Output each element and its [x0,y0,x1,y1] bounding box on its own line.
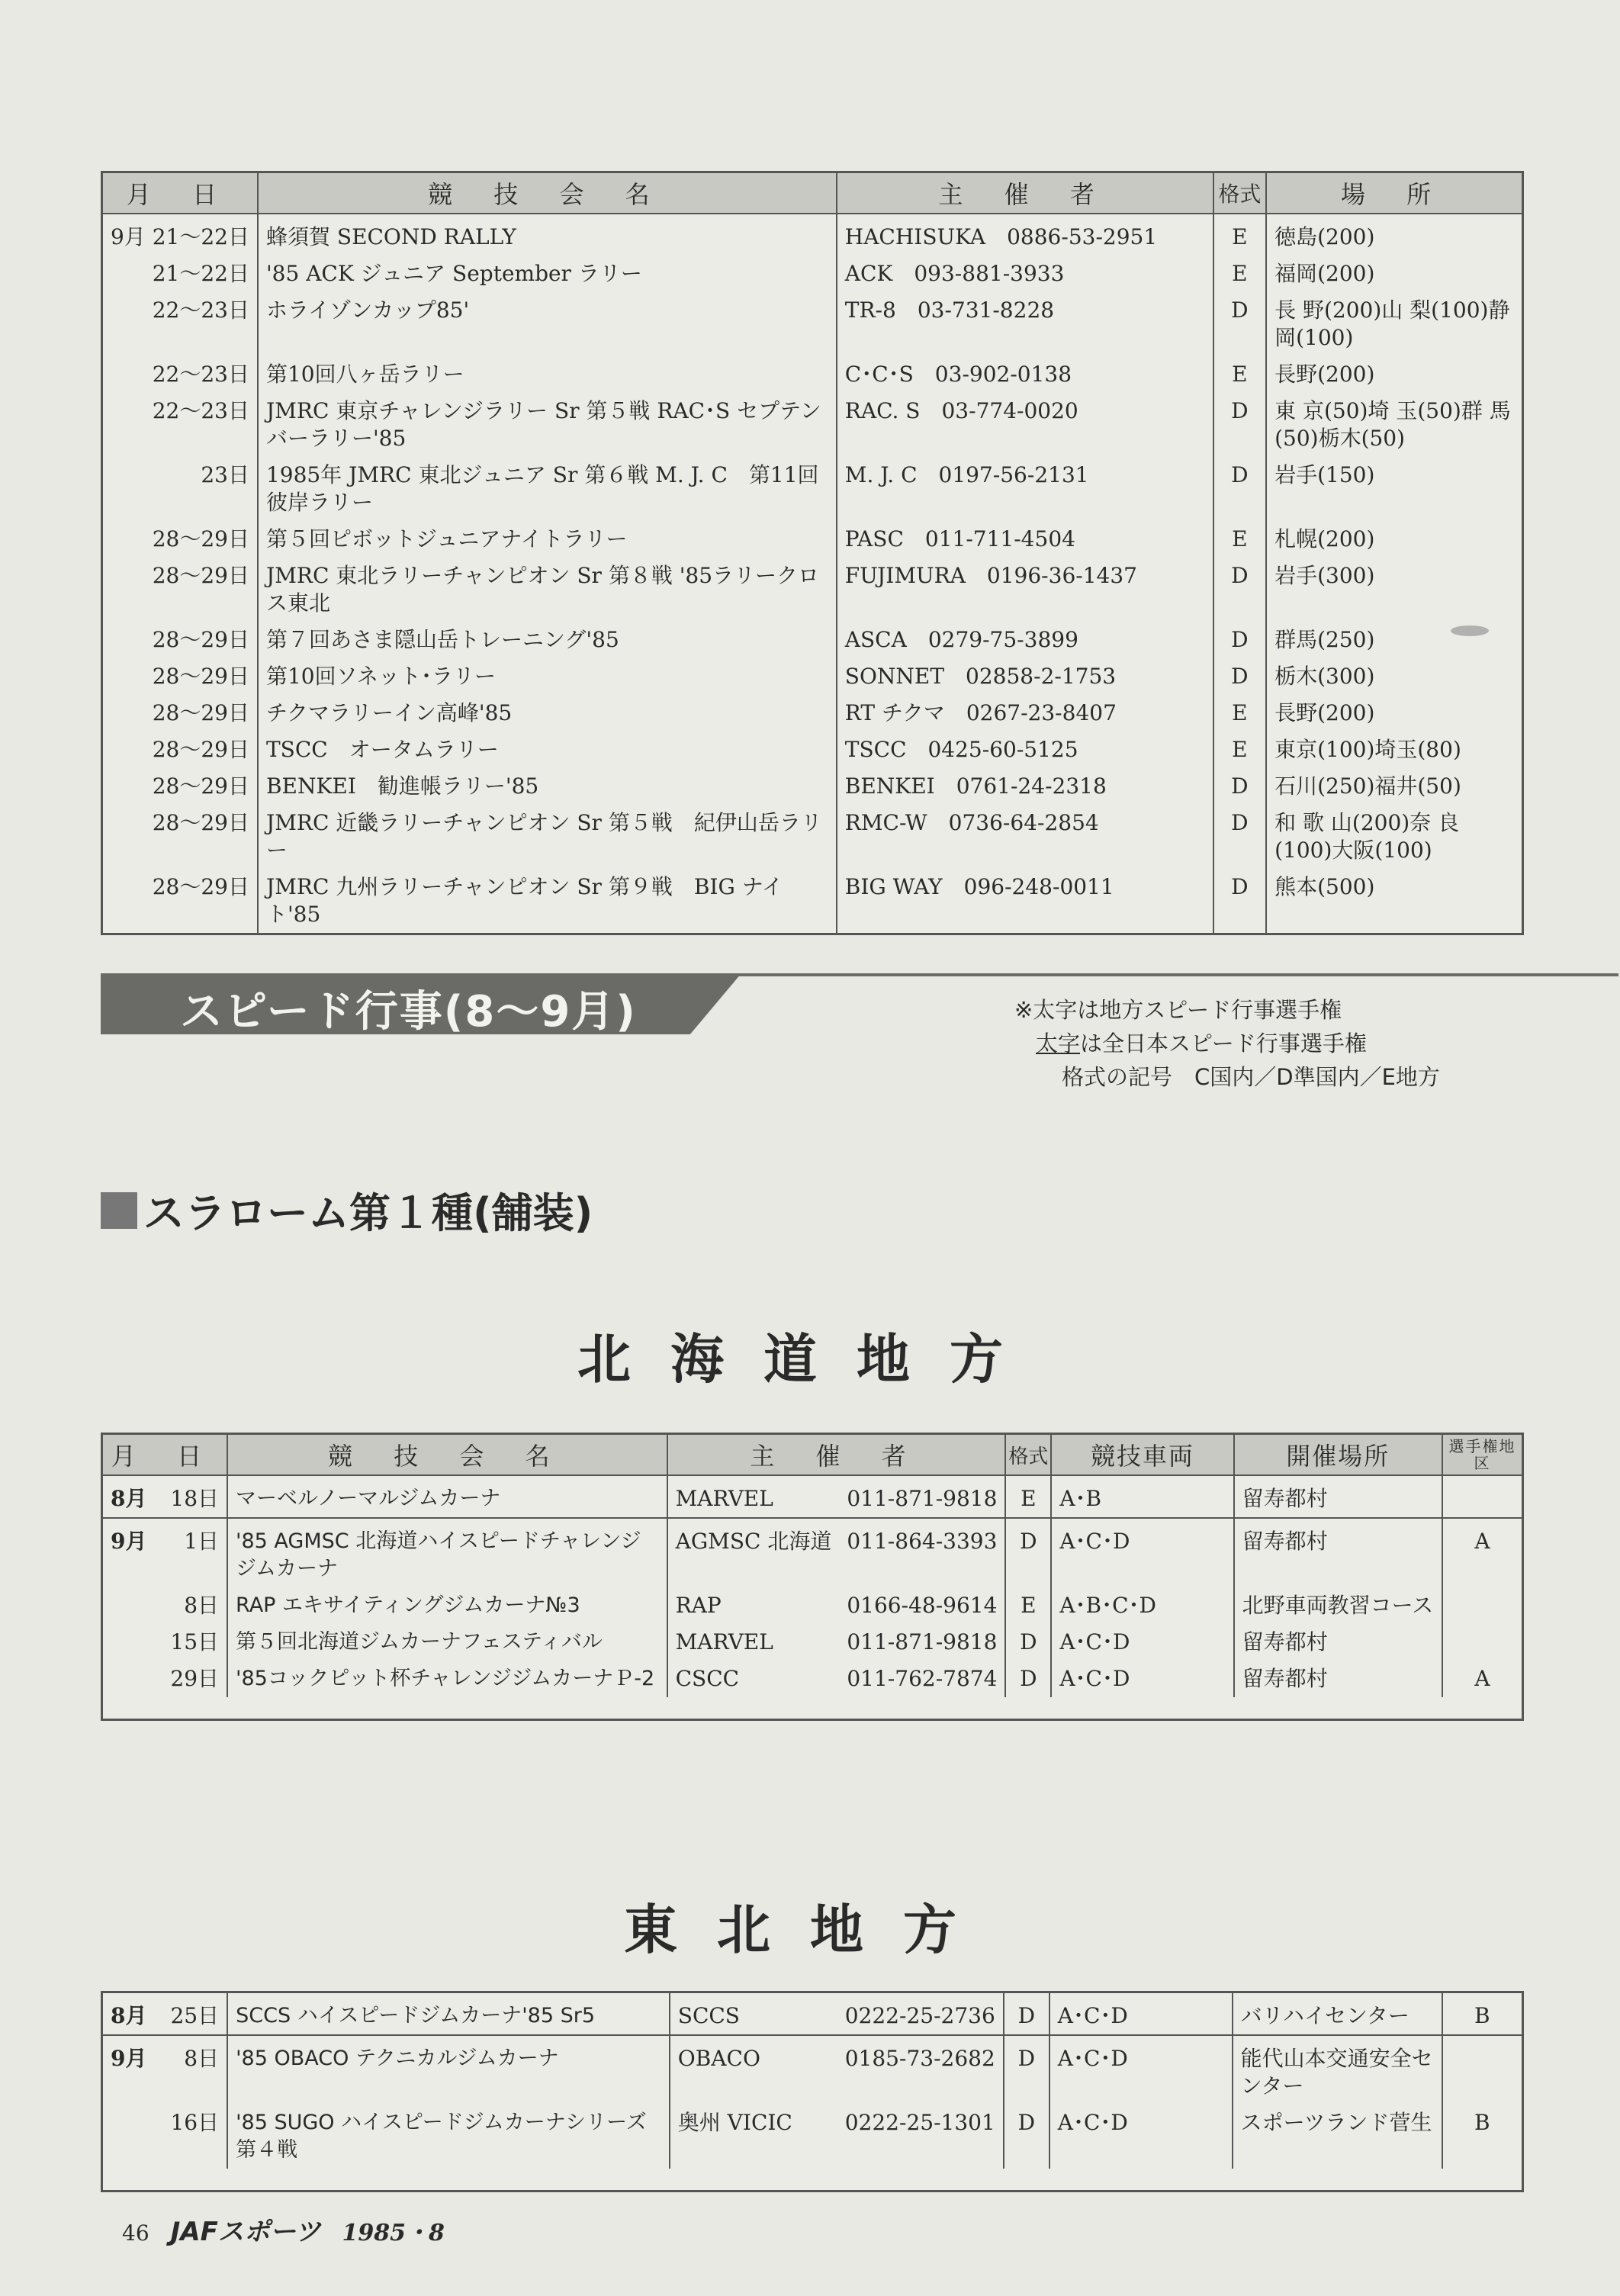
row-vehicles: A･C･D [1049,1992,1233,2036]
row-date: 22～23日 [102,393,258,457]
row-venue: 留寿都村 [1234,1624,1442,1661]
row-date: 28～29日 [102,768,258,805]
row-day: 25日 [162,1992,227,2036]
table-row [102,292,1523,356]
table-row [102,558,1523,622]
row-venue: 留寿都村 [1234,1518,1442,1587]
row-venue: 能代山本交通安全センター [1233,2035,1442,2105]
table-row [102,2105,1523,2169]
row-vehicles: A･B･C･D [1051,1587,1233,1624]
table-row [102,1661,1523,1697]
header-event-name: 競 技 会 名 [227,1434,667,1476]
row-venue: バリハイセンター [1233,1992,1442,2036]
issue-date: 1985・8 [342,2220,445,2246]
row-championship-region [1442,2035,1523,2105]
row-event-name: ホライゾンカップ85' [258,292,837,356]
row-event-name: 第10回ソネット･ラリー [258,658,837,695]
row-day: 16日 [162,2105,227,2169]
row-event-name: SCCS ハイスピードジムカーナ'85 Sr5 [227,1992,670,2036]
row-month [102,2105,163,2169]
row-format: D [1004,2035,1049,2105]
row-event-name: 第５回北海道ジムカーナフェスティバル [227,1624,667,1661]
legend-notes [1014,993,1440,1094]
table-row [102,658,1523,695]
row-month: 9月 [102,2035,163,2105]
table-row [102,1624,1523,1661]
row-format: E [1213,256,1267,292]
row-day: 8日 [162,1587,227,1624]
note-national-championship [1014,1027,1440,1060]
section-title: スラローム第１種(舗装) [143,1189,593,1237]
row-format: D [1005,1624,1051,1661]
row-organizer: BIG WAY 096-248-0011 [837,869,1213,934]
row-date: 21～22日 [102,256,258,292]
row-vehicles: A･C･D [1051,1518,1233,1587]
region-title-hokkaido: 北海道地方 [577,1328,1043,1391]
row-month [102,1624,163,1661]
banner-title: スピード行事(8～9月) [180,987,637,1037]
section-square-icon [101,1192,137,1229]
row-place: 徳島(200) [1274,224,1375,249]
row-month: 8月 [111,1486,147,1511]
row-event-name: '85 OBACO テクニカルジムカーナ [227,2035,670,2105]
row-format: E [1213,521,1267,558]
row-event-name: BENKEI 勧進帳ラリー'85 [258,768,837,805]
row-format: E [1213,732,1267,768]
row-event-name: '85コックピット杯チャレンジジムカーナＰ-2 [227,1661,667,1697]
row-championship-region [1442,1475,1523,1518]
row-vehicles: A･C･D [1051,1661,1233,1697]
row-event-name: 1985年 JMRC 東北ジュニア Sr 第６戦 M. J. C 第11回彼岸ラリー [258,457,837,521]
row-organizer: MARVEL [675,1486,773,1511]
row-format: D [1213,393,1267,457]
row-event-name: JMRC 近畿ラリーチャンピオン Sr 第５戦 紀伊山岳ラリー [258,805,837,869]
header-championship-region: 選手権地 区 [1442,1434,1523,1476]
row-date: 9月 21～22日 [102,214,258,256]
row-event-name: RAP エキサイティングジムカーナ№3 [227,1587,667,1624]
row-place: 福岡(200) [1274,261,1375,286]
row-format: D [1213,622,1267,658]
row-day: 15日 [162,1624,227,1661]
row-day: 1日 [162,1518,227,1587]
table-header-row [102,1434,1523,1476]
row-venue: 留寿都村 [1234,1661,1442,1697]
rally-schedule-table [101,171,1524,935]
row-phone: 0222-25-2736 [837,1992,1004,2036]
row-organizer: RMC-W 0736-64-2854 [837,805,1213,869]
header-date: 月 日 [102,172,258,214]
row-vehicles: A･C･D [1051,1624,1233,1661]
row-place: 岩手(300) [1274,563,1375,588]
row-organizer: M. J. C 0197-56-2131 [837,457,1213,521]
row-organizer: MARVEL [675,1629,773,1654]
row-organizer: BENKEI 0761-24-2318 [837,768,1213,805]
row-date: 28～29日 [102,622,258,658]
row-phone: 011-871-9818 [839,1624,1005,1661]
note-underline-word: 太字 [1036,1031,1081,1056]
row-phone: 011-762-7874 [839,1661,1005,1697]
row-phone: 011-871-9818 [839,1475,1005,1518]
row-place: 栃木(300) [1274,664,1375,689]
table-row [102,805,1523,869]
row-date: 22～23日 [102,356,258,393]
row-event-name: '85 ACK ジュニア September ラリー [258,256,837,292]
table-row [102,1518,1523,1587]
row-organizer: ACK 093-881-3933 [837,256,1213,292]
row-format: E [1213,214,1267,256]
table-row [102,356,1523,393]
row-event-name: '85 SUGO ハイスピードジムカーナシリーズ第４戦 [227,2105,670,2169]
header-venue: 開催場所 [1234,1434,1442,1476]
row-championship-region: B [1474,2110,1490,2135]
row-championship-region: B [1442,1992,1523,2036]
row-organizer: CSCC [675,1666,740,1691]
row-event-name: JMRC 東京チャレンジラリー Sr 第５戦 RAC･S セプテンバーラリー'85 [258,393,837,457]
row-place: 和 歌 山(200)奈 良(100)大阪(100) [1274,810,1460,863]
table-row [102,732,1523,768]
row-venue: 留寿都村 [1234,1475,1442,1518]
header-organizer: 主 催 者 [667,1434,1006,1476]
row-organizer: AGMSC 北海道 [667,1518,840,1587]
row-place: 群馬(250) [1274,627,1375,652]
hokkaido-slalom-table [101,1433,1524,1721]
row-organizer: TSCC 0425-60-5125 [837,732,1213,768]
row-event-name: 第７回あさま隠山岳トレーニング'85 [258,622,837,658]
row-organizer: PASC 011-711-4504 [837,521,1213,558]
row-organizer: C･C･S 03-902-0138 [837,356,1213,393]
row-championship-region [1442,1624,1523,1661]
row-event-name: 第５回ピボットジュニアナイトラリー [258,521,837,558]
row-phone: 0166-48-9614 [839,1587,1005,1624]
page-footer [122,2211,445,2248]
table-row [102,457,1523,521]
row-event-name: 蜂須賀 SECOND RALLY [258,214,837,256]
row-place: 熊本(500) [1274,874,1375,899]
row-day: 29日 [162,1661,227,1697]
row-place: 岩手(150) [1274,462,1375,487]
header-format: 格式 [1005,1434,1051,1476]
row-organizer: OBACO [670,2035,837,2105]
row-organizer: RT チクマ 0267-23-8407 [837,695,1213,732]
row-organizer: HACHISUKA 0886-53-2951 [837,214,1213,256]
row-phone: 0185-73-2682 [837,2035,1004,2105]
row-venue: 北野車両教習コース [1234,1587,1442,1624]
row-championship-region: A [1474,1666,1490,1691]
table-row [102,393,1523,457]
row-format: D [1213,292,1267,356]
table-row [102,1992,1523,2036]
table-row [102,521,1523,558]
row-place: 札幌(200) [1274,526,1375,551]
row-format: E [1213,356,1267,393]
row-format: D [1213,658,1267,695]
section-heading [101,1181,593,1240]
row-organizer: SCCS [670,1992,837,2036]
row-date: 22～23日 [102,292,258,356]
header-format: 格式 [1213,172,1267,214]
row-format: E [1005,1475,1051,1518]
header-organizer: 主 催 者 [837,172,1213,214]
row-day: 18日 [162,1475,227,1518]
table-row [102,2035,1523,2105]
table-row [102,768,1523,805]
row-format: D [1213,457,1267,521]
table-row [102,695,1523,732]
row-format: D [1213,805,1267,869]
row-championship-region [1442,1587,1523,1624]
row-month [102,1587,163,1624]
row-date: 28～29日 [102,732,258,768]
row-place: 東 京(50)埼 玉(50)群 馬(50)栃木(50) [1274,398,1511,451]
row-place: 長 野(200)山 梨(100)静岡(100) [1274,297,1510,350]
row-format: D [1004,1992,1049,2036]
row-date: 28～29日 [102,805,258,869]
row-vehicles: A･C･D [1049,2105,1233,2169]
table-row [102,214,1523,256]
row-organizer: RAC. S 03-774-0020 [837,393,1213,457]
row-event-name: TSCC オータムラリー [258,732,837,768]
row-place: 東京(100)埼玉(80) [1274,737,1461,762]
row-place: 長野(200) [1274,362,1375,387]
row-event-name: JMRC 東北ラリーチャンピオン Sr 第８戦 '85ラリークロス東北 [258,558,837,622]
note-format-codes: 格式の記号 C国内／D準国内／E地方 [1062,1064,1440,1090]
row-vehicles: A･B [1051,1475,1233,1518]
spacer-cell [102,2169,1523,2191]
row-venue: スポーツランド菅生 [1233,2105,1442,2169]
row-format: D [1005,1518,1051,1587]
row-date: 28～29日 [102,658,258,695]
row-organizer: FUJIMURA 0196-36-1437 [837,558,1213,622]
row-place: 長野(200) [1274,700,1375,725]
note-regional-championship: ※太字は地方スピード行事選手権 [1014,997,1342,1023]
table-row [102,256,1523,292]
row-event-name: JMRC 九州ラリーチャンピオン Sr 第９戦 BIG ナイト'85 [258,869,837,934]
row-month: 8月 [102,1992,163,2036]
row-organizer: 奥州 VICIC [677,2110,792,2135]
row-championship-region: A [1442,1518,1523,1587]
table-row [102,1475,1523,1518]
row-format: D [1004,2105,1049,2169]
row-date: 28～29日 [102,869,258,934]
row-phone: 0222-25-1301 [837,2105,1004,2169]
banner-rule [680,973,1618,976]
row-place: 石川(250)福井(50) [1274,773,1461,799]
header-vehicles: 競技車両 [1051,1434,1233,1476]
row-vehicles: A･C･D [1049,2035,1233,2105]
table-row [102,622,1523,658]
row-format: D [1005,1661,1051,1697]
row-event-name: マーベルノーマルジムカーナ [227,1475,667,1518]
spacer-row [102,2169,1523,2191]
row-format: D [1213,869,1267,934]
header-event-name: 競 技 会 名 [258,172,837,214]
tohoku-slalom-table [101,1991,1524,2192]
table-row [102,869,1523,934]
row-format: D [1213,768,1267,805]
row-organizer: TR-8 03-731-8228 [837,292,1213,356]
row-format: D [1213,558,1267,622]
magazine-name: JAFスポーツ [170,2217,321,2247]
table-header-row [102,172,1523,214]
region-title-tohoku: 東北地方 [624,1899,996,1961]
row-date: 28～29日 [102,558,258,622]
row-event-name: 第10回八ヶ岳ラリー [258,356,837,393]
note-national-text: は全日本スピード行事選手権 [1080,1031,1367,1056]
page-number: 46 [122,2220,149,2246]
row-date: 28～29日 [102,521,258,558]
row-date: 28～29日 [102,695,258,732]
row-format: E [1213,695,1267,732]
row-month [102,1661,163,1697]
spacer-cell [102,1697,1523,1720]
row-organizer: RAP [675,1593,722,1618]
row-organizer: ASCA 0279-75-3899 [837,622,1213,658]
header-date: 月 日 [102,1434,228,1476]
row-day: 8日 [162,2035,227,2105]
spacer-row [102,1697,1523,1720]
print-speck [1451,625,1489,636]
row-organizer: SONNET 02858-2-1753 [837,658,1213,695]
table-row [102,1587,1523,1624]
row-phone: 011-864-3393 [839,1518,1005,1587]
row-month: 9月 [102,1518,163,1587]
row-format: E [1005,1587,1051,1624]
row-date: 23日 [102,457,258,521]
row-event-name: '85 AGMSC 北海道ハイスピードチャレンジジムカーナ [227,1518,667,1587]
header-place: 場 所 [1266,172,1522,214]
row-event-name: チクマラリーイン高峰'85 [258,695,837,732]
